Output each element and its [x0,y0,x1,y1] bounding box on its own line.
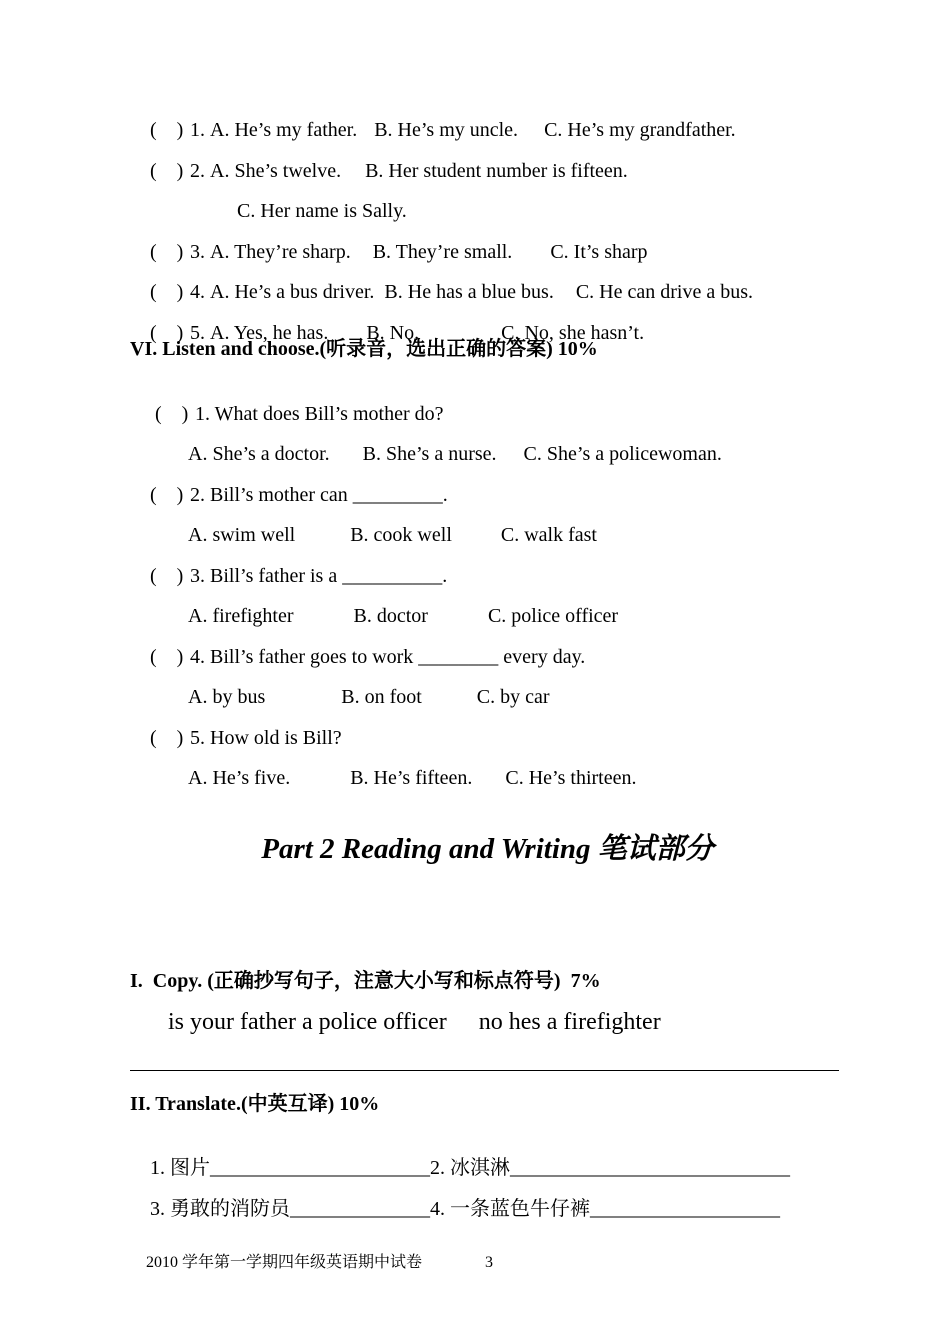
translate-item-4-label: 4. 一条蓝色牛仔裤 [430,1198,590,1220]
answer-paren[interactable]: ( ) [155,403,189,425]
copy-answer-line[interactable] [130,1070,839,1071]
option-c: C. She’s a policewoman. [523,443,722,465]
option-a: A. by bus [188,686,266,708]
translate-item-2-label: 2. 冰淇淋 [430,1157,510,1179]
answer-paren[interactable]: ( ) [150,646,184,668]
option-a: A. swim well [188,524,296,546]
option-b: B. He has a blue bus. [384,281,554,303]
question-v-5: ( ) 5. A. Yes, he has. B. No. C. No, she hasn’t. [150,322,645,344]
option-b: B. cook well [350,524,452,546]
question-vi-5: ( ) 5. How old is Bill? [150,727,342,749]
option-a: A. Yes, he has. [210,322,329,344]
question-vi-2: ( ) 2. Bill’s mother can _________. [150,484,448,506]
option-a: A. They’re sharp. [210,241,351,263]
option-c: C. police officer [487,605,619,627]
question-vi-5-options [168,742,636,814]
option-c: C. by car [476,686,550,708]
option-b: B. She’s a nurse. [362,443,497,465]
copy-sentence-2: no hes a firefighter [478,1009,661,1035]
option-c: C. Her name is Sally. [237,200,407,222]
translate-item-4-blank[interactable]: ___________________ [590,1198,780,1220]
translate-item-1-blank[interactable]: ______________________ [210,1157,430,1179]
answer-paren[interactable]: ( ) [150,565,184,587]
option-a: A. She’s twelve. [210,160,342,182]
copy-sentences [168,1008,661,1036]
part2-title: Part 2 Reading and Writing 笔试部分 [261,833,714,865]
option-a: A. He’s my father. [210,119,358,141]
question-v-1: ( ) 1. A. He’s my father. B. He’s my uncle. C. He’s my grandfather. [150,119,736,141]
translate-item-1-label: 1. 图片 [150,1157,210,1179]
option-b: B. doctor [353,605,428,627]
answer-paren[interactable]: ( ) [150,160,184,182]
option-b: B. They’re small. [372,241,513,263]
footer-text: 2010 学年第一学期四年级英语期中试卷 [146,1254,423,1271]
option-c: C. It’s sharp [550,241,648,263]
answer-paren[interactable]: ( ) [150,727,184,749]
page-footer [130,1233,493,1293]
question-v-4: ( ) 4. A. He’s a bus driver. B. He has a blue bus. C. He can drive a bus. [150,281,754,303]
option-b: B. Her student number is fifteen. [365,160,628,182]
option-a: A. firefighter [188,605,294,627]
question-vi-1: ( ) 1. What does Bill’s mother do? [155,403,444,425]
answer-paren[interactable]: ( ) [150,241,184,263]
option-c: C. He can drive a bus. [575,281,754,303]
option-a: A. He’s five. [188,767,291,789]
option-c: C. No, she hasn’t. [501,322,645,344]
option-c: C. He’s thirteen. [505,767,637,789]
answer-paren[interactable]: ( ) [150,484,184,506]
translate-item-2-blank[interactable]: ____________________________ [510,1157,790,1179]
answer-paren[interactable]: ( ) [150,322,184,344]
answer-paren[interactable]: ( ) [150,281,184,303]
section-vi-heading: VI. Listen and choose.(听录音，选出正确的答案) 10% [130,338,598,360]
question-v-3: ( ) 3. A. They’re sharp. B. They’re small. C. It’s sharp [150,241,648,263]
option-a: A. She’s a doctor. [188,443,330,465]
question-v-2: ( ) 2. A. She’s twelve. B. Her student number is fifteen. [150,160,628,182]
option-b: B. on foot [341,686,422,708]
copy-sentence-1: is your father a police officer [168,1009,447,1035]
option-b: B. No. [366,322,420,344]
question-vi-4: ( ) 4. Bill’s father goes to work ________ every day. [150,646,586,668]
option-b: B. He’s my uncle. [374,119,519,141]
translate-item-3-blank[interactable]: ______________ [290,1198,430,1220]
option-a: A. He’s a bus driver. [210,281,375,303]
answer-paren[interactable]: ( ) [150,119,184,141]
translate-heading: II. Translate.(中英互译) 10% [130,1093,380,1115]
copy-heading: I. Copy. (正确抄写句子，注意大小写和标点符号) 7% [130,970,601,992]
page-number: 3 [485,1254,493,1271]
option-b: B. He’s fifteen. [350,767,473,789]
translate-item-3-label: 3. 勇敢的消防员 [150,1198,290,1220]
option-c: C. walk fast [500,524,597,546]
option-c: C. He’s my grandfather. [544,119,736,141]
question-vi-3: ( ) 3. Bill’s father is a __________. [150,565,448,587]
